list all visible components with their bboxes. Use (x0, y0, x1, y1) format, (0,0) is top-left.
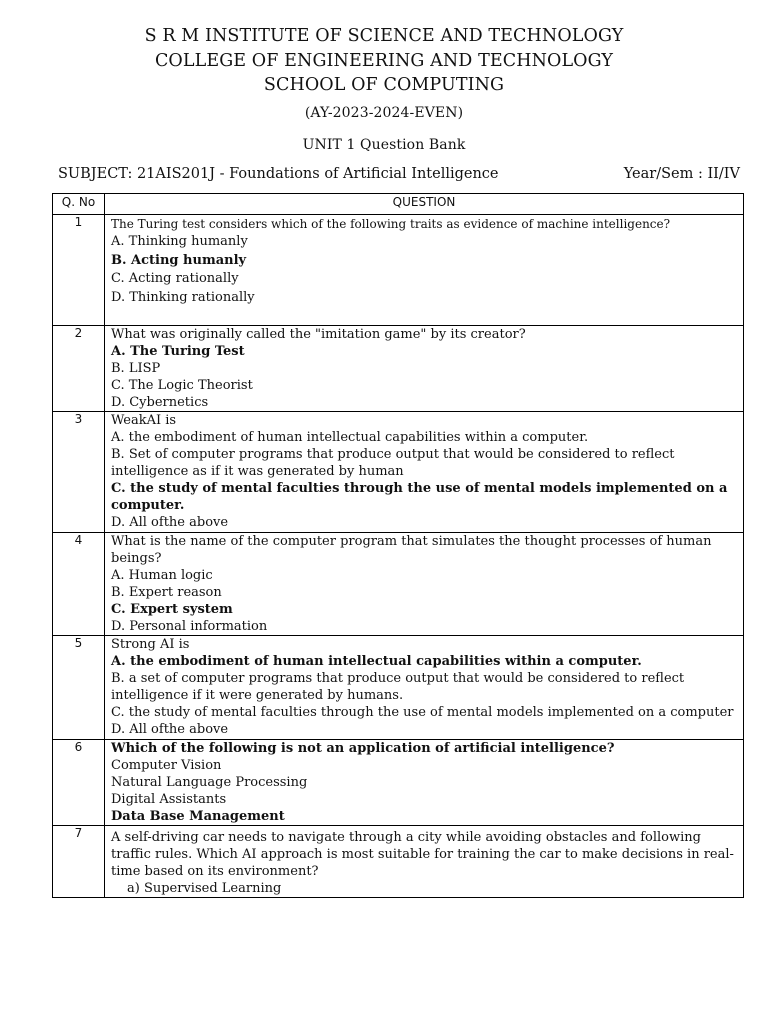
year-sem: Year/Sem : II/IV (623, 166, 740, 182)
question-number: 1 (53, 215, 105, 326)
option-correct: A. the embodiment of human intellectual capabilities within a computer. (111, 654, 642, 669)
question-number: 4 (53, 533, 105, 636)
question-text: What is the name of the computer program that simulates the thought processes of human beings? (111, 534, 712, 566)
question-cell (105, 740, 744, 826)
question-row (53, 326, 744, 412)
option: Natural Language Processing (111, 775, 308, 790)
question-text: A self-driving car needs to navigate through a city while avoiding obstacles and following traffic rules. Which AI approach is most suitable for training the car to make decisions in real-time based on its environment? (111, 830, 734, 879)
option: C. Acting rationally (111, 271, 239, 286)
question-number: 5 (53, 636, 105, 740)
college-name: COLLEGE OF ENGINEERING AND TECHNOLOGY (154, 50, 614, 71)
question-text: The Turing test considers which of the following traits as evidence of machine intelligence? (111, 217, 671, 231)
option: B. Set of computer programs that produce output that would be considered to reflect intelligence as if it was generated by human (111, 447, 675, 479)
col-header-question: QUESTION (105, 194, 744, 215)
option: C. The Logic Theorist (111, 378, 253, 393)
option-correct: C. Expert system (111, 602, 233, 617)
question-text: WeakAI is (111, 413, 177, 428)
option: a) Supervised Learning (127, 881, 282, 896)
question-text: Which of the following is not an application of artificial intelligence? (111, 741, 615, 756)
option: D. Thinking rationally (111, 289, 255, 305)
subject-row (58, 166, 742, 188)
unit-title: UNIT 1 Question Bank (302, 136, 466, 153)
question-cell (105, 533, 744, 636)
option: D. All ofthe above (111, 722, 229, 737)
question-row (53, 740, 744, 826)
document-header (0, 24, 768, 155)
option-correct: B. Acting humanly (111, 252, 247, 268)
option-correct: Data Base Management (111, 809, 285, 824)
option: A. Thinking humanly (111, 234, 248, 249)
subject-label: SUBJECT: 21AIS201J - Foundations of Artificial Intelligence (58, 166, 499, 182)
question-row (53, 636, 744, 740)
question-bank-table (52, 193, 744, 898)
option: B. LISP (111, 361, 161, 376)
option-correct: C. the study of mental faculties through the use of mental models implemented on a computer. (111, 481, 728, 513)
option: D. All ofthe above (111, 515, 229, 530)
option: D. Cybernetics (111, 395, 209, 410)
academic-year: (AY-2023-2024-EVEN) (304, 104, 464, 121)
question-cell (105, 826, 744, 898)
question-cell (105, 412, 744, 533)
institute-name: S R M INSTITUTE OF SCIENCE AND TECHNOLOGY (144, 26, 624, 46)
question-number: 3 (53, 412, 105, 533)
col-header-qno: Q. No (53, 194, 105, 215)
question-row (53, 826, 744, 898)
option: Computer Vision (111, 758, 222, 773)
question-text: Strong AI is (111, 637, 190, 652)
question-cell (105, 215, 744, 326)
option: B. a set of computer programs that produce output that would be considered to reflect intelligence if it were generated by humans. (111, 671, 685, 703)
question-text: What was originally called the "imitation game" by its creator? (111, 327, 526, 342)
question-number: 7 (53, 826, 105, 898)
question-cell (105, 636, 744, 740)
option: A. the embodiment of human intellectual capabilities within a computer. (111, 430, 589, 445)
question-number: 2 (53, 326, 105, 412)
option-correct: A. The Turing Test (111, 344, 245, 359)
question-cell (105, 326, 744, 412)
question-row (53, 412, 744, 533)
question-number: 6 (53, 740, 105, 826)
question-row (53, 215, 744, 326)
option: Digital Assistants (111, 792, 227, 807)
question-row (53, 533, 744, 636)
option: D. Personal information (111, 619, 268, 634)
option: C. the study of mental faculties through the use of mental models implemented on a computer (111, 705, 734, 720)
table-header-row (53, 194, 744, 215)
school-name: SCHOOL OF COMPUTING (263, 75, 505, 95)
option: B. Expert reason (111, 585, 222, 600)
option: A. Human logic (111, 568, 213, 583)
